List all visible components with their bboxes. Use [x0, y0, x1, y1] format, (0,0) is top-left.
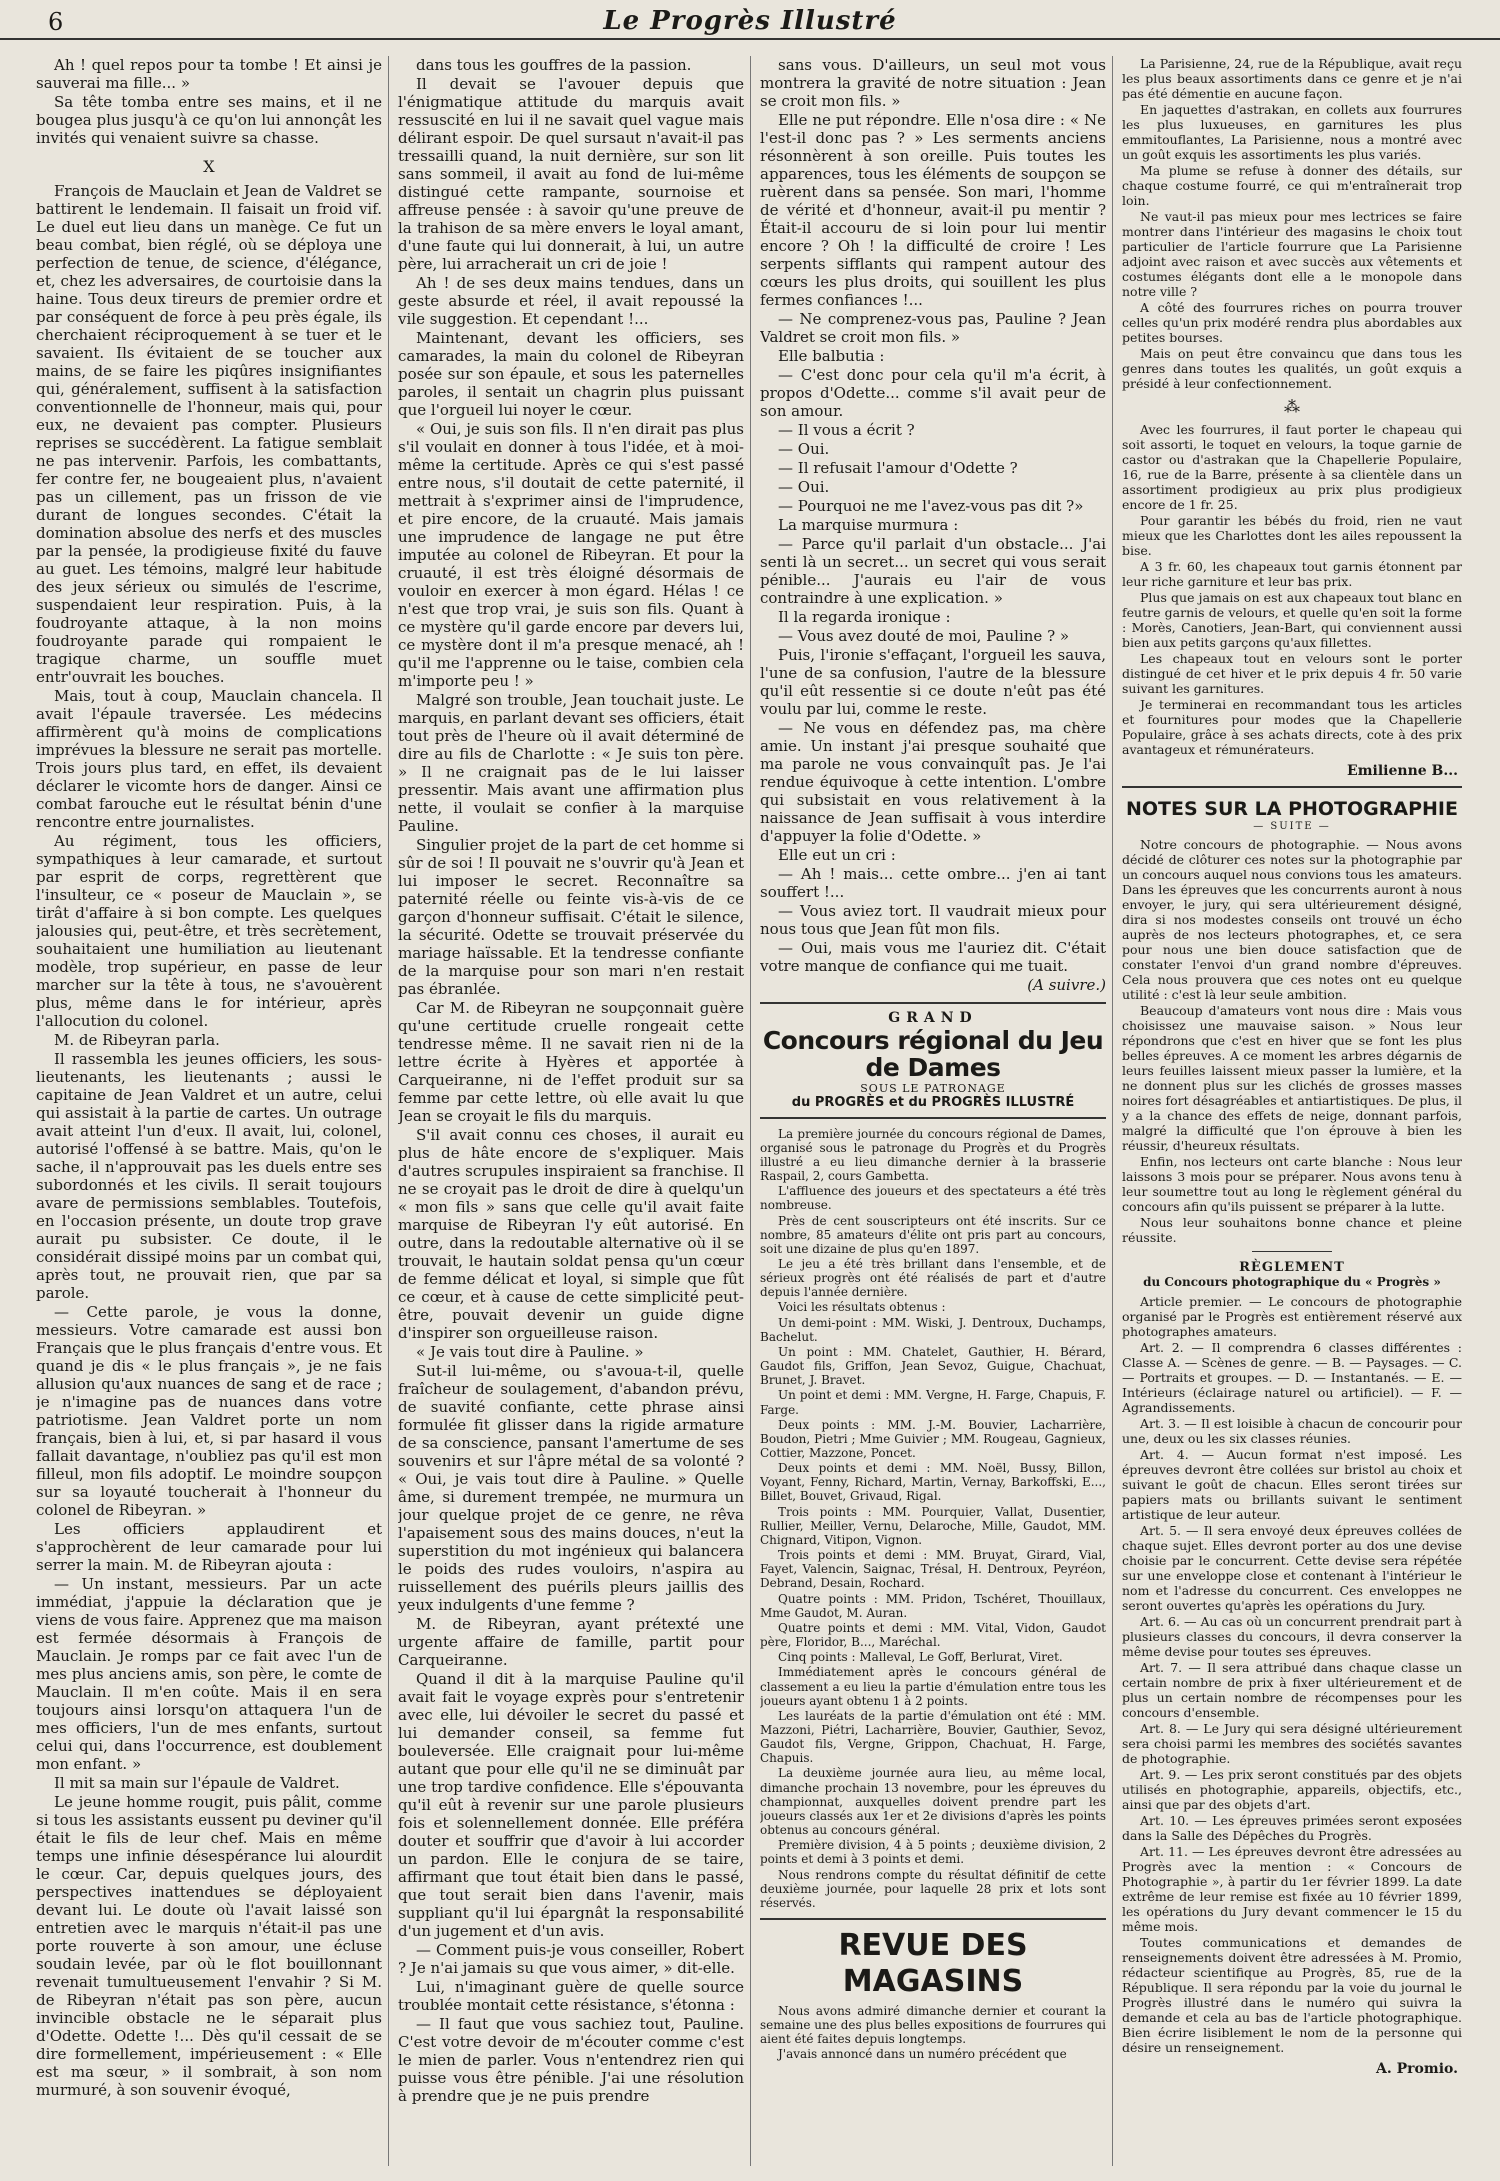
column-2-feuilleton — [398, 56, 744, 2171]
paragraph: En jaquettes d'astrakan, en collets aux fourrures les plus luxueuses, en garnitures les plus emmitouflantes, La Parisienne, nous a montré avec un goût exquis les assortiments les plus variés. — [1122, 102, 1462, 162]
paragraph: — Comment puis-je vous conseiller, Robert ? Je n'ai jamais su que vous aimer, » dit-elle. — [398, 1941, 744, 1977]
paragraph: — C'est donc pour cela qu'il m'a écrit, à propos d'Odette... comme s'il avait peur de son amour. — [760, 366, 1106, 420]
paragraph: Sut-il lui-même, ou s'avoua-t-il, quelle fraîcheur de soulagement, d'abandon prévu, de suavité confiante, cette phrase ainsi formulée fit glisser dans la rigide armature de sa conscience, pansant l'amertume de ses souvenirs et sur l'âpre métal de sa volonté ? « Oui, je vais tout dire à Pauline. » Quelle âme, si durement trempée, ne murmura un jour quelque projet de ce genre, ne rêva l'apaisement sous des mains douces, n'eut la superstition du mot ingénieux qui balancera le poids des rudes vouloirs, n'aspira au ruissellement des puérils pleurs jaillis des yeux indulgents d'une femme ? — [398, 1362, 744, 1614]
paragraph: M. de Ribeyran, ayant prétexté une urgente affaire de famille, partit pour Carqueiranne. — [398, 1615, 744, 1669]
paragraph: Voici les résultats obtenus : — [778, 1300, 946, 1315]
paragraph: Près de cent souscripteurs ont été inscrits. Sur ce nombre, 85 amateurs d'élite ont pris part au concours, soit une dizaine de plus qu'en 1897. — [760, 1213, 1106, 1256]
paragraph: dans tous les gouffres de la passion. — [416, 56, 692, 74]
newspaper-title: Le Progrès Illustré — [603, 6, 897, 36]
article: Article premier. — Le concours de photographie organisé par le Progrès est entièrement réservé aux photographes amateurs. — [1122, 1293, 1462, 1339]
paragraph: Maintenant, devant les officiers, ses camarades, la main du colonel de Ribeyran posée sur son épaule, et sous les paternelles paroles, il sentait un chagrin plus puissant que l'orgueil lui noyer le cœur. — [398, 329, 744, 419]
revue-title: REVUE DES MAGASINS — [838, 1928, 1028, 2000]
paragraph: La première journée du concours régional de Dames, organisé sous le patronage du Progrès et du Progrès illustré a eu lieu dimanche dernier à la brasserie Raspail, 2, cours Gambetta. — [760, 1126, 1106, 1184]
signature-emilienne: Emilienne B... — [1347, 763, 1458, 780]
paragraph: Puis, l'ironie s'effaçant, l'orgueil les sauva, l'une de sa confusion, l'autre de la blessure qu'il eût ressentie si ce doute n'eût pas été voulu par lui, comme le reste. — [760, 646, 1106, 718]
to-be-continued: (A suivre.) — [1027, 976, 1106, 994]
article: Art. 6. — Au cas où un concurrent prendrait part à plusieurs classes du concours, il devra conserver la même devise pour toutes ses épreuves. — [1122, 1613, 1462, 1659]
paragraph: Plus que jamais on est aux chapeaux tout blanc en feutre garnis de velours, et quelle qu'en soit la forme : Morès, Canotiers, Jean-Bart, qui conviennent aussi bien aux petits garçons qu'aux fillettes. — [1122, 590, 1462, 651]
chapeaux-section — [1122, 422, 1462, 757]
paragraph: — Ne vous en défendez pas, ma chère amie. Un instant j'ai presque souhaité que ma parole ne vous convainquît pas. Je l'ai rendue équivoque à cette intention. L'ombre qui subsistait en vous relativement à la naissance de Jean suffisait à vous interdire d'appuyer la folie d'Odette. » — [760, 719, 1106, 845]
paragraph: — Oui. — [778, 440, 830, 458]
paragraph: Elle eut un cri : — [778, 846, 896, 864]
column-1-feuilleton — [36, 56, 382, 2171]
paragraph: Nous avons admiré dimanche dernier et courant la semaine une des plus belles expositions de fourrures qui aient été faites depuis longtemps. — [760, 2004, 1106, 2047]
paragraph: — Ne comprenez-vous pas, Pauline ? Jean Valdret se croit mon fils. » — [760, 310, 1106, 346]
paragraph: Car M. de Ribeyran ne soupçonnait guère qu'une certitude cruelle rongeait cette tendresse même. Il ne savait rien ni de la lettre écrite à Hyères et apportée à Carqueiranne, ni de l'effet produit sur sa femme par cette lettre, où elle avait lu que Jean se croyait le fils du marquis. — [398, 999, 744, 1125]
paragraph: sans vous. D'ailleurs, un seul mot vous montrera la gravité de notre situation : Jean se croit mon fils. » — [760, 56, 1106, 110]
notes-suite: — SUITE — — [1253, 820, 1331, 832]
paragraph: Le jeu a été très brillant dans l'ensemble, et de sérieux progrès ont été réalisés de part et d'autre depuis l'année dernière. — [760, 1256, 1106, 1300]
column-rule — [388, 56, 389, 2166]
paragraph: — Oui, mais vous me l'auriez dit. C'était votre manque de confiance qui me tuait. — [760, 939, 1106, 975]
paragraph: Mais on peut être convaincu que dans tous les genres dans toutes les qualités, un goût exquis a présidé à leur confectionnement. — [1122, 346, 1462, 391]
revue-continued — [1122, 56, 1462, 391]
section-number: X — [203, 157, 215, 176]
paragraph: François de Mauclain et Jean de Valdret se battirent le lendemain. Il faisait un froid vif. Le duel eut lieu dans un manège. Ce fut un beau combat, bien réglé, où se déploya une perfection de tenue, de science, d'élégance, et, chez les adversaires, de courtoisie dans la haine. Tous deux tireurs de premier ordre et par conséquent de force à peu près égale, ils cherchaient réciproquement à se tuer et le savaient. Ils évitaient de se toucher aux mains, de se faire les piqûres insignifiantes qui, généralement, suffisent à la satisfaction conventionnelle de l'honneur, mais qui, pour eux, ne devaient pas compter. Plusieurs reprises se succédèrent. La fatigue semblait ne pas intervenir. Parfois, les combattants, fer contre fer, ne bougeaient plus, n'avaient pas un cillement, pas un frisson de vie durant de longues secondes. C'était la domination absolue des nerfs et des muscles par la pensée, la prodigieuse fixité du fauve au guet. Les témoins, malgré leur habitude des jeux sérieux ou simulés de l'escrime, suspendaient leur respiration. Puis, à la foudroyante attaque, à la non moins foudroyante parade qui rompaient le tragique charme, un souffle muet entr'ouvrait les bouches. — [36, 182, 382, 687]
concours-body — [760, 1127, 1106, 1910]
paragraph: La Parisienne, 24, rue de la République, avait reçu les plus beaux assortiments dans ce genre et je n'ai pas été démentie en aucune façon. — [1122, 56, 1462, 101]
paragraph: Mais, tout à coup, Mauclain chancela. Il avait l'épaule traversée. Les médecins affirmèrent qu'à moins de complications imprévues la blessure ne serait pas mortelle. Trois jours plus tard, en effet, ils devaient déclarer le vicomte hors de danger. Ainsi ce combat farouche eut le résultat bénin d'une rencontre entre journalistes. — [36, 687, 382, 832]
article: Art. 10. — Les épreuves primées seront exposées dans la Salle des Dépêches du Progrès. — [1122, 1812, 1462, 1843]
paragraph: — Parce qu'il parlait d'un obstacle... J'ai senti là un secret... un secret qui vous serait pénible... J'aurais eu l'air de vous contraindre à une explication. » — [760, 535, 1106, 607]
paragraph: Il devait se l'avouer depuis que l'énigmatique attitude du marquis avait ressuscité en lui il ne savait quel vague mais délirant espoir. De quel sursaut n'avait-il pas tressailli quand, la nuit dernière, sur son lit sans sommeil, il avait au fond de lui-même distingué cette rampante, sournoise et affreuse pensée : à savoir qu'une preuve de la trahison de sa mère envers le loyal amant, d'une faute qui lui donnerait, à lui, un autre père, lui arracherait un cri de joie ! — [398, 75, 744, 273]
divider — [1252, 1251, 1332, 1252]
paragraph: Il la regarda ironique : — [778, 608, 951, 626]
paragraph: Avec les fourrures, il faut porter le chapeau qui soit assorti, le toquet en velours, la toque garnie de castor ou d'astrakan que la Chapellerie Populaire, 16, rue de la Barre, présente à sa clientèle dans un assortiment prodigieux au prix plus prodigieux encore de 1 fr. 25. — [1122, 422, 1462, 513]
notes-title: NOTES SUR LA PHOTOGRAPHIE — [1122, 786, 1462, 821]
paragraph: Lui, n'imaginant guère de quelle source troublée montait cette résistance, s'étonna : — [398, 1978, 744, 2014]
feuilleton-end — [760, 56, 1106, 994]
paragraph: Il mit sa main sur l'épaule de Valdret. — [54, 1774, 340, 1793]
paragraph: — Un instant, messieurs. Par un acte immédiat, j'appuie la déclaration que je viens de vous faire. Apprenez que ma maison est fermée désormais à François de Mauclain. Je romps par ce fait avec l'un de mes plus anciens amis, son père, le comte de Mauclain. Il m'en coûte. Mais il en sera toujours ainsi lorsqu'on attaquera l'un de mes officiers, l'un de mes enfants, surtout celui qui, dans l'occurrence, est doublement mon enfant. » — [36, 1575, 382, 1774]
paragraph: Malgré son trouble, Jean touchait juste. Le marquis, en parlant devant ses officiers, était tout près de l'heure où il avait déterminé de dire au fils de Charlotte : « Je suis ton père. » Il ne craignait pas de le lui laisser pressentir. Mais avant une affirmation plus nette, il voulait se confier à la marquise Pauline. — [398, 691, 744, 835]
paragraph: Enfin, nos lecteurs ont carte blanche : Nous leur laissons 3 mois pour se préparer. Nous avons tenu à leur soumettre tout au long le règlement général du concours afin qu'ils puissent se préparer à la lutte. — [1122, 1153, 1462, 1214]
paragraph: « Oui, je suis son fils. Il n'en dirait pas plus s'il voulait en donner à tous l'idée, et à moi-même la certitude. Après ce qui s'est passé entre nous, s'il doutait de cette paternité, il mettrait à s'exprimer ainsi de l'imprudence, et pire encore, de la cruauté. Mais jamais une imprudence de langage ne put être imputée au colonel de Ribeyran. Et pour la cruauté, il est très éloigné désormais de vouloir en exercer à mon égard. Hélas ! ce n'est que trop vrai, je suis son fils. Quant à ce mystère qu'il garde encore par devers lui, ce mystère dont il m'a presque menacé, ah ! qu'il me l'apprenne ou le taise, combien cela m'importe peu ! » — [398, 420, 744, 690]
article: Art. 7. — Il sera attribué dans chaque classe un certain nombre de prix à fixer ultérieurement et de plus un certain nombre de récompenses pour les concours d'ensemble. — [1122, 1659, 1462, 1720]
paragraph: — Cette parole, je vous la donne, messieurs. Votre camarade est aussi bon Français que le plus français d'entre vous. Et quand je dis « le plus français », je ne fais allusion qu'aux nuances de sang et de race ; je n'imagine pas de nuances dans votre patriotisme. Jean Valdret porte un nom français, bien à lui, et, si par hasard il vous fallait davantage, n'oubliez pas qu'il est mon filleul, mon fils adoptif. Le moindre soupçon sur sa loyauté toucherait à l'honneur du colonel de Ribeyran. » — [36, 1303, 382, 1520]
column-4 — [1122, 56, 1462, 2171]
paragraph: Ah ! quel repos pour ta tombe ! Et ainsi je sauverai ma fille... » — [36, 56, 382, 92]
paragraph: Je terminerai en recommandant tous les articles et fournitures pour modes que la Chapellerie Populaire, grâce à ses achats directs, cote à des prix avantageux et rémunérateurs. — [1122, 697, 1462, 758]
article: Art. 11. — Les épreuves devront être adressées au Progrès avec la mention : « Concours de Photographie », à partir du 1er février 1899. La date extrême de leur remise est fixée au 10 février 1899, les opérations du Jury devant commencer le 15 du même mois. — [1122, 1843, 1462, 1934]
result-line: Trois points : MM. Pourquier, Vallat, Dusentier, Rullier, Meiller, Vernu, Delaroche, Mille, Gaudot, MM. Chignard, Vitipon, Vignon. — [760, 1504, 1106, 1547]
notes-body — [1122, 837, 1462, 1245]
concours-dames-header — [760, 1002, 1106, 1119]
paragraph: Les officiers applaudirent et s'approchèrent de leur camarade pour lui serrer la main. M. de Ribeyran ajouta : — [36, 1520, 382, 1575]
paragraph: L'affluence des joueurs et des spectateurs a été très nombreuse. — [760, 1184, 1106, 1213]
reglement-title: RÈGLEMENT — [1239, 1259, 1345, 1275]
paragraph: La deuxième journée aura lieu, au même local, dimanche prochain 13 novembre, pour les épreuves du championnat, auxquelles doivent prendre part les joueurs classés aux 1er et 2e divisions d'après les points obtenus au concours général. — [760, 1766, 1106, 1838]
paragraph: — Vous aviez tort. Il vaudrait mieux pour nous tous que Jean fût mon fils. — [760, 902, 1106, 938]
result-line: Un point et demi : MM. Vergne, H. Farge, Chapuis, F. Farge. — [760, 1388, 1106, 1417]
concours-sous: SOUS LE PATRONAGE — [860, 1081, 1006, 1095]
paragraph: Nous leur souhaitons bonne chance et pleine réussite. — [1122, 1214, 1462, 1245]
paragraph: A côté des fourrures riches on pourra trouver celles qu'un prix modéré rendra plus abordables aux petites bourses. — [1122, 300, 1462, 345]
page-number: 6 — [48, 8, 64, 36]
paragraph: Au régiment, tous les officiers, sympathiques à leur camarade, et surtout par esprit de corps, regrettèrent que l'insulteur, ce « poseur de Mauclain », se tirât d'affaire à si bon compte. Les quelques jalousies qui, peut-être, et très secrètement, souhaitaient une humiliation au lieutenant modèle, trop supérieur, en passe de leur marcher sur la tête à tous, ne s'avouèrent plus, même dans le for intérieur, après l'allocution du colonel. — [36, 832, 382, 1031]
column-rule — [1112, 56, 1113, 2166]
paragraph: — Il refusait l'amour d'Odette ? — [778, 459, 1018, 477]
result-line: Un demi-point : MM. Wiski, J. Dentroux, Duchamps, Bachelut. — [760, 1315, 1106, 1344]
paragraph: J'avais annoncé dans un numéro précédent que — [778, 2047, 1067, 2062]
paragraph: A 3 fr. 60, les chapeaux tout garnis étonnent par leur riche garniture et leur bas prix. — [1122, 559, 1462, 590]
paragraph: Nous rendrons compte du résultat définitif de cette deuxième journée, pour laquelle 28 prix et lots sont réservés. — [760, 1867, 1106, 1910]
paragraph: Quand il dit à la marquise Pauline qu'il avait fait le voyage exprès pour s'entretenir avec elle, lui dévoiler le secret du passé et lui demander conseil, sa femme fut bouleversée. Elle craignait pour lui-même autant que pour elle qu'il ne se diminuât par une trop tardive confidence. Elle s'épouvanta qu'il eût à revenir sur une parole plusieurs fois et solennellement donnée. Elle préféra douter et souffrir que d'avoir à lui accorder un pardon. Elle le conjura de se taire, affirmant que tout était bien dans le passé, que tout serait bien dans l'avenir, mais suppliant qu'il lui épargnât la responsabilité d'un jugement et d'un avis. — [398, 1670, 744, 1940]
paragraph: — Vous avez douté de moi, Pauline ? » — [778, 627, 1070, 645]
paragraph: Singulier projet de la part de cet homme si sûr de soi ! Il pouvait ne s'ouvrir qu'à Jean et lui imposer le secret. Reconnaître sa paternité réelle ou feinte vis-à-vis de ce garçon d'honneur suffisait. C'était le silence, la sécurité. Odette se trouvait préservée du mariage haïssable. Et la tendresse confiante de la marquise pour son mari n'en restait pas ébranlée. — [398, 836, 744, 998]
concours-patronage: du PROGRÈS et du PROGRÈS ILLUSTRÉ — [791, 1094, 1075, 1110]
result-line: Trois points et demi : MM. Bruyat, Girard, Vial, Fayet, Valencin, Saignac, Trésal, H. Dentroux, Peyréon, Debrand, Desain, Rochard. — [760, 1548, 1106, 1591]
paragraph: Ma plume se refuse à donner des détails, sur chaque costume fourré, ce qui m'entraînerait trop loin. — [1122, 163, 1462, 208]
paragraph: Elle balbutia : — [778, 347, 885, 365]
result-line: Un point : MM. Chatelet, Gauthier, H. Bérard, Gaudot fils, Griffon, Jean Sevoz, Guigue, Chachuat, Brunet, J. Bravet. — [760, 1344, 1106, 1388]
paragraph: Beaucoup d'amateurs vont nous dire : Mais vous choisissez une mauvaise saison. » Nous leur répondrons que c'est en hiver que se font les plus belles épreuves. A ce moment les arbres dégarnis de leurs feuilles laissent mieux passer la lumière, et la ne donnent plus sur les clichés de grosses masses noires fort désagréables et antiartistiques. De plus, il y a la chance des effets de neige, donnant parfois, malgré la difficulté que l'on éprouve à bien les réussir, d'heureux résultats. — [1122, 1002, 1462, 1153]
column-rule — [750, 56, 751, 2166]
paragraph: Pour garantir les bébés du froid, rien ne vaut mieux que les Charlottes dont les ailes repoussent la bise. — [1122, 513, 1462, 559]
paragraph: Ah ! de ses deux mains tendues, dans un geste absurde et réel, il avait repoussé la vile suggestion. Et cependant !... — [398, 274, 744, 328]
paragraph: Le jeune homme rougit, puis pâlit, comme si tous les assistants eussent pu deviner qu'il était le fils de leur chef. Mais en même temps une infinie désespérance lui alourdit le cœur. Car, depuis quelques jours, des perspectives inattendues se déployaient devant lui. Le doute où l'avait laissé son entretien avec le marquis n'était-il pas une porte rouverte à son amour, une écluse soudain levée, par où le flot bouillonnant revenait tumultueusement l'envahir ? Si M. de Ribeyran n'était pas son père, aucun invincible obstacle ne le séparait plus d'Odette. Odette !... Dès qu'il cessait de se dire formellement, impérieusement : « Elle est ma sœur, » il sombrait, à son nom murmuré, à son souvenir évoqué, — [36, 1793, 382, 2100]
paragraph: Il rassembla les jeunes officiers, les sous-lieutenants, les lieutenants ; aussi le capitaine de Jean Valdret et un autre, celui qui assistait à la partie de cartes. Un outrage avait atteint l'un d'eux. Il avait, lui, colonel, autorisé l'offensé à se battre. Mais, qu'on le sache, il n'approuvait pas les duels entre ses subordonnés et les civils. Il serait toujours avare de permissions semblables. Toutefois, en l'occasion présente, un doute trop grave aurait pu subsister. Ce doute, il le considérait dissipé moins par un combat qui, après tout, ne prouvait rien, que par sa parole. — [36, 1050, 382, 1303]
page-header — [0, 0, 1500, 40]
result-line: Deux points : MM. J.-M. Bouvier, Lacharrière, Boudon, Pietri ; Mme Guivier ; MM. Rougeau, Gagnieux, Cottier, Mazzone, Poncet. — [760, 1417, 1106, 1461]
reglement-subtitle: du Concours photographique du « Progrès » — [1143, 1275, 1441, 1290]
paragraph: S'il avait connu ces choses, il aurait eu plus de hâte encore de s'expliquer. Mais d'autres scrupules inspiraient sa franchise. Il ne se croyait pas le droit de dire à quelqu'un « mon fils » sans que celle qu'il avait faite marquise de Ribeyran l'y eût autorisé. En outre, dans la redoutable alternative où il se trouvait, le hautain soldat pensa qu'un cœur de femme délicat et loyal, si simple que fût ce cœur, et à cause de cette simplicité peut-être, pouvait devenir un guide digne d'inspirer son orgueilleuse raison. — [398, 1126, 744, 1342]
article: Art. 2. — Il comprendra 6 classes différentes : Classe A. — Scènes de genre. — B. — Paysages. — C. — Portraits et groupes. — D. — Instantanés. — E. — Intérieurs (éclairage naturel ou artificiel). — F. — Agrandissements. — [1122, 1339, 1462, 1415]
concours-title: Concours régional du Jeu de Dames — [762, 1025, 1104, 1083]
revue-section — [760, 1918, 1106, 2062]
paragraph: — Ah ! mais... cette ombre... j'en ai tant souffert !... — [760, 865, 1106, 901]
paragraph: Première division, 4 à 5 points ; deuxième division, 2 points et demi à 3 points et demi. — [760, 1838, 1106, 1867]
column-3 — [760, 56, 1106, 2171]
paragraph: Notre concours de photographie. — Nous avons décidé de clôturer ces notes sur la photographie par un concours auquel nous convions tous les amateurs. Dans les épreuves que les concurrents auront à nous envoyer, le jury, qui sera ultérieurement désigné, dira si nos modestes conseils ont trouvé un écho auprès de nos lecteurs photographes, et, ce sera pour nous une bien douce satisfaction que de constater l'envoi d'un grand nombre d'épreuves. Cela nous prouvera que ces notes ont eu quelque utilité : c'est là leur seule ambition. — [1122, 836, 1462, 1002]
article: Art. 9. — Les prix seront constitués par des objets utilisés en photographie, appareils, objectifs, etc., ainsi que par des objets d'art. — [1122, 1766, 1462, 1812]
result-line: Quatre points et demi : MM. Vital, Vidon, Gaudot père, Floridor, B..., Maréchal. — [760, 1620, 1106, 1650]
paragraph: — Oui. — [778, 478, 830, 496]
paragraph: Ne vaut-il pas mieux pour mes lectrices se faire montrer dans l'intérieur des magasins le choix tout particulier de l'article fourrure que La Parisienne adjoint avec raison et avec succès aux vêtements et costumes élégants dont elle a le monopole dans notre ville ? — [1122, 209, 1462, 299]
paragraph: Sa tête tomba entre ses mains, et il ne bougea plus jusqu'à ce qu'on lui annonçât les invités qui venaient suivre sa chasse. — [36, 93, 382, 147]
paragraph: — Il faut que vous sachiez tout, Pauline. C'est votre devoir de m'écouter comme c'est le mien de parler. Vous n'entendrez rien qui puisse vous être pénible. J'ai une résolution à prendre que je ne puis prendre — [398, 2015, 744, 2105]
article: Toutes communications et demandes de renseignements doivent être adressées à M. Promio, rédacteur scientifique au Progrès, 85, rue de la République. Il sera répondu par la voie du journal le Progrès illustré dans le numéro qui suivra la demande et cela au bas de l'article photographique. Bien écrire lisiblement le nom de la personne qui désire un renseignement. — [1122, 1934, 1462, 2055]
paragraph: Les lauréats de la partie d'émulation ont été : MM. Mazzoni, Piétri, Lacharrière, Bouvier, Gauthier, Sevoz, Gaudot fils, Vergne, Grippon, Chachuat, H. Farge, Chapuis. — [760, 1708, 1106, 1766]
paragraph: M. de Ribeyran parla. — [54, 1031, 220, 1050]
asterism-separator: ⁂ — [1284, 397, 1300, 416]
paragraph: « Je vais tout dire à Pauline. » — [416, 1343, 644, 1361]
article: Art. 4. — Aucun format n'est imposé. Les épreuves devront être collées sur bristol au choix et suivant le goût de chacun. Elles seront tirées sur papiers mats ou brillants suivant le sentiment artistique de leur auteur. — [1122, 1446, 1462, 1522]
article: Art. 5. — Il sera envoyé deux épreuves collées de chaque sujet. Elles devront porter au dos une devise choisie par le concurrent. Cette devise sera répétée sur une enveloppe close et contenant à l'intérieur le nom et l'adresse du concurrent. Ces enveloppes ne seront ouvertes qu'après les opérations du Jury. — [1122, 1522, 1462, 1613]
article: Art. 8. — Le Jury qui sera désigné ultérieurement sera choisi parmi les membres des sociétés savantes de photographie. — [1122, 1720, 1462, 1766]
article: Art. 3. — Il est loisible à chacun de concourir pour une, deux ou les six classes réunies. — [1122, 1415, 1462, 1446]
result-line: Quatre points : MM. Pridon, Tschéret, Thouillaux, Mme Gaudot, M. Auran. — [760, 1591, 1106, 1620]
result-line: Cinq points : Malleval, Le Goff, Berlurat, Viret. — [778, 1650, 1063, 1665]
result-line: Deux points et demi : MM. Noël, Bussy, Billon, Voyant, Fenny, Richard, Martin, Vernay, Barkoffski, E..., Billet, Bouvet, Grivaud, Rigal. — [760, 1461, 1106, 1504]
paragraph: — Il vous a écrit ? — [778, 421, 915, 439]
paragraph: Les chapeaux tout en velours sont le porter distingué de cet hiver et le prix depuis 4 fr. 50 varie suivant les garnitures. — [1122, 651, 1462, 697]
paragraph: Immédiatement après le concours général de classement a eu lieu la partie d'émulation entre tous les joueurs ayant obtenu 1 à 2 points. — [760, 1665, 1106, 1708]
paragraph: Elle ne put répondre. Elle n'osa dire : « Ne l'est-il donc pas ? » Les serments anciens résonnèrent à son oreille. Puis toutes les apparences, tous les éléments de soupçon se ruèrent dans sa pensée. Son mari, l'homme de vérité et d'honneur, avait-il pu mentir ? Était-il accouru de si loin pour lui mentir encore ? Oh ! la difficulté de croire ! Les serpents sifflants qui rampent autour des cœurs les plus droits, qui souillent les plus fermes confiances !... — [760, 111, 1106, 309]
reglement-articles — [1122, 1294, 1462, 2055]
paragraph: — Pourquoi ne me l'avez-vous pas dit ?» — [778, 497, 1084, 515]
signature-promio: A. Promio. — [1376, 2060, 1458, 2077]
paragraph: La marquise murmura : — [778, 516, 959, 534]
concours-grand: GRAND — [888, 1010, 978, 1026]
